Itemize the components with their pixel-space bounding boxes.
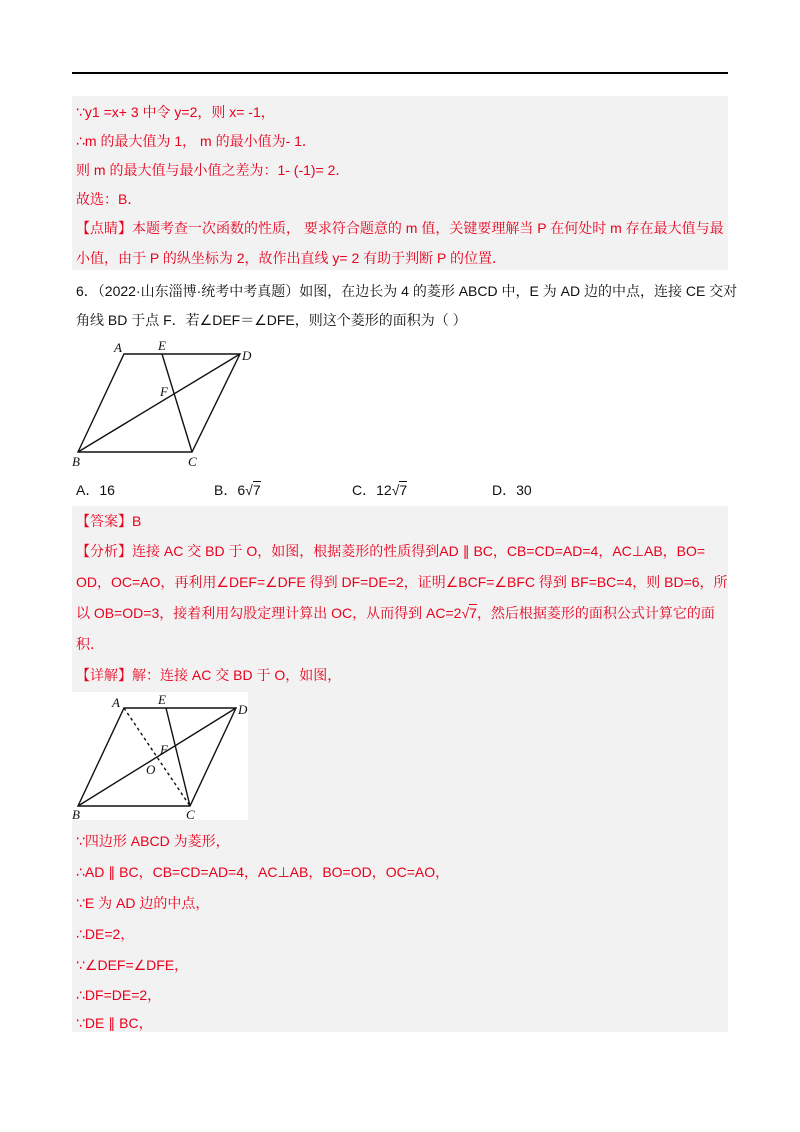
header-rule [72,72,728,74]
text-line: 则 m 的最大值与最小值之差为：1- (-1)= 2． [76,162,350,178]
analysis-line: 【分析】连接 AC 交 BD 于 O，如图，根据菱形的性质得到AD ∥ BC，CB=CD=AD=4，AC⊥AB，BO= [76,543,706,559]
label-e: E [158,692,166,707]
option-c-radicand: 7 [399,482,408,498]
option-b-radicand: 7 [252,482,261,498]
comment-line: 【点睛】本题考查一次函数的性质， 要求符合题意的 m 值，关键要理解当 P 在何处时 m 存在最大值与最 [76,220,724,236]
text-line: 故选：B． [76,191,142,207]
label-f: F [160,384,168,399]
step-line: ∴DE=2， [76,926,135,942]
question-line: 角线 BD 于点 F．若∠DEF＝∠DFE，则这个菱形的面积为（ ） [76,312,467,328]
option-c [352,480,407,500]
option-c-prefix: C．12 [352,482,392,498]
radical-sign: √ [245,482,253,498]
option-a: A．16 [76,482,115,498]
step-line: ∴DF=DE=2， [76,987,162,1003]
detail-intro: 【详解】解：连接 AC 交 BD 于 O，如图， [76,667,342,683]
step-line: ∵E 为 AD 边的中点， [76,895,210,911]
radical-sign: √ [391,482,400,498]
option-b-prefix: B．6 [214,482,246,498]
step-line: ∵四边形 ABCD 为菱形， [76,833,230,849]
label-b: B [72,807,80,820]
rhombus-figure [72,338,272,470]
analysis-text: ，然后根据菱形的面积公式计算它的面 [476,605,715,621]
label-a: A [112,695,120,710]
analysis-line: OD，OC=AO，再利用∠DEF=∠DFE 得到 DF=DE=2，证明∠BCF=∠BFC 得到 BF=BC=4，则 BD=6，所 [76,574,728,590]
analysis-line [76,603,715,623]
step-line: ∵∠DEF=∠DFE， [76,957,189,973]
text-line: ∵y1 =x+ 3 中令 y=2，则 x= -1， [76,104,275,120]
step-line: ∵DE ∥ BC， [76,1015,153,1031]
label-c: C [188,454,197,469]
analysis-text: 以 OB=OD=3，接着利用勾股定理计算出 OC，从而得到 AC=2 [76,605,462,621]
segment-ce [166,708,190,806]
option-d: D．30 [492,482,532,498]
text-line: ∴m 的最大值为 1， m 的最小值为- 1． [76,133,316,149]
label-o: O [146,762,156,777]
radical-sign: √ [461,605,470,621]
label-d: D [242,348,252,363]
comment-line: 小值，由于 P 的纵坐标为 2，故作出直线 y= 2 有助于判断 P 的位置． [76,250,507,266]
label-d: D [238,702,248,717]
analysis-line: 积． [76,636,104,652]
label-b: B [72,454,80,469]
label-a: A [114,340,122,355]
option-b [214,480,261,500]
answer-line: 【答案】B [76,513,142,529]
analysis-radicand: 7 [469,605,477,621]
rhombus-figure-with-o [72,692,248,820]
question-line: 6．（2022·山东淄博·统考中考真题）如图，在边长为 4 的菱形 ABCD 中，E 为 AD 边的中点，连接 CE 交对 [76,283,738,299]
label-e: E [158,338,166,353]
label-c: C [186,807,195,820]
solution-continuation-block [72,96,728,270]
label-f: F [160,742,168,757]
step-line: ∴AD ∥ BC，CB=CD=AD=4，AC⊥AB，BO=OD，OC=AO， [76,864,450,880]
segment-ce [162,354,192,452]
